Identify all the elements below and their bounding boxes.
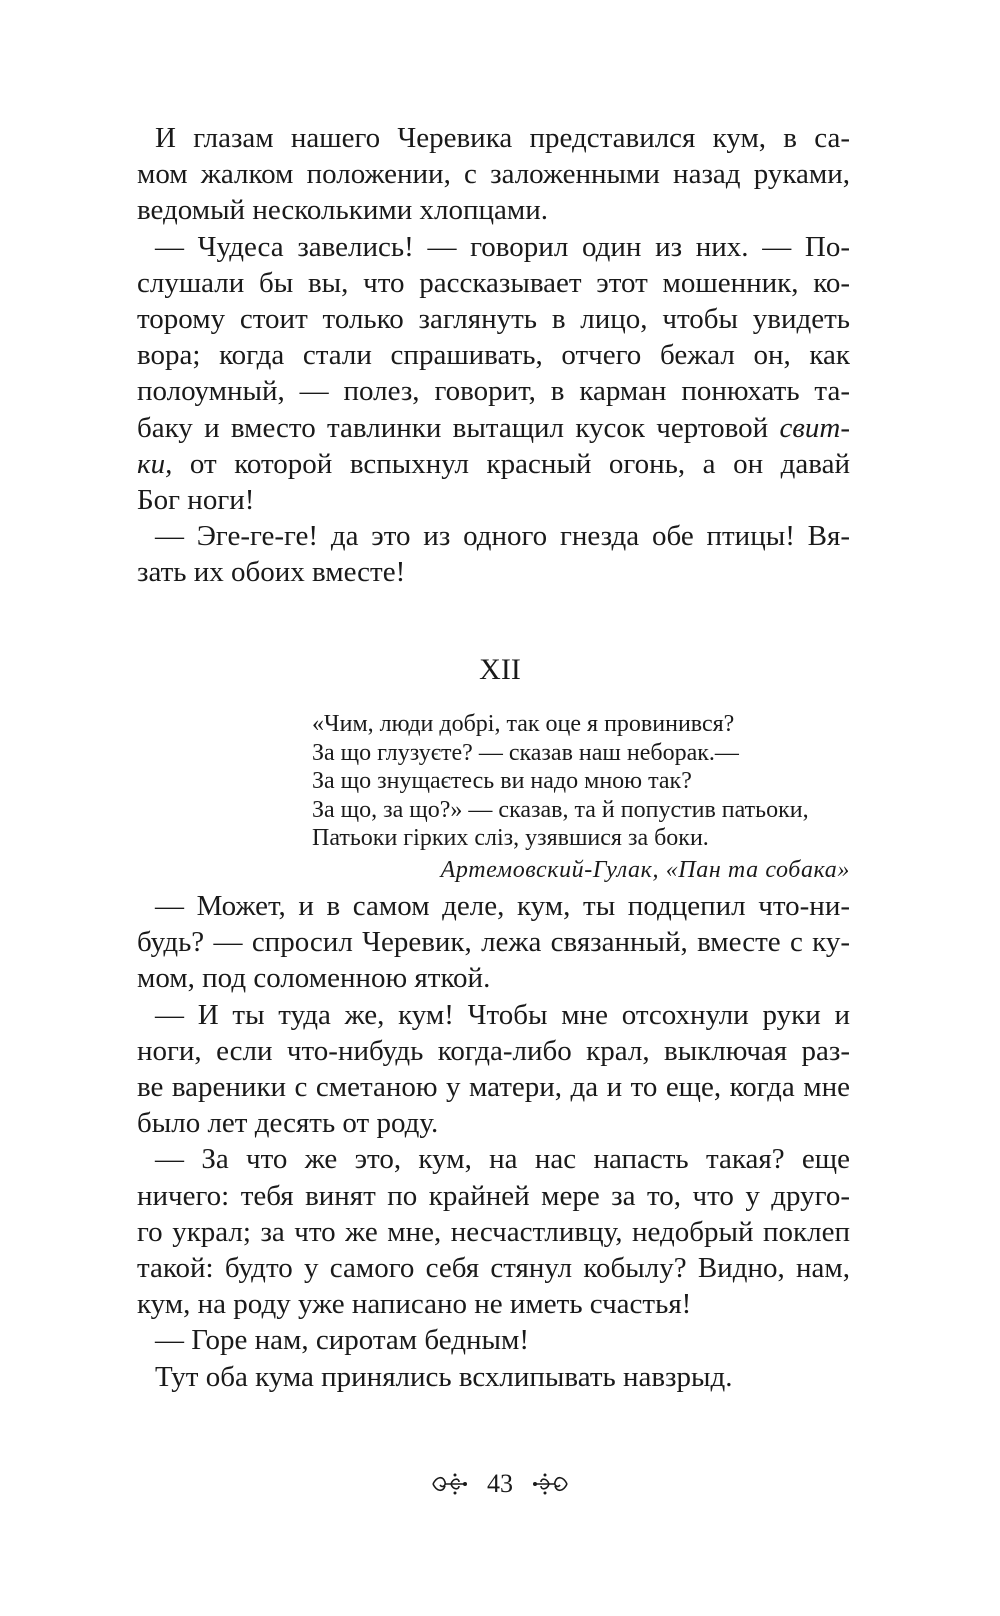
text-line: полоумный, — полез, говорит, в карман понюхать та- [137, 375, 850, 408]
text-line: мом, под соломенною яткой. [137, 962, 491, 995]
text-line: Бог ноги! [137, 484, 255, 517]
text-line [137, 410, 850, 446]
epigraph-line: Патьоки гірких сліз, узявшися за боки. [312, 825, 709, 851]
fleuron-right-icon [531, 1470, 571, 1498]
text-line: ве вареники с сметаною у матери, да и то еще, когда мне [137, 1071, 850, 1104]
text-line: — За что же это, кум, на нас напасть такая? еще [155, 1143, 850, 1176]
text-line: — Чудеса завелись! — говорил один из них. — По- [155, 230, 850, 263]
text-line: ведомый несколькими хлопцами. [137, 194, 548, 227]
page-footer [0, 1466, 1000, 1502]
passage-lower [137, 888, 850, 1395]
epigraph-line: За що знущаєтесь ви надо мною так? [312, 768, 692, 794]
text-segment: от которой вспыхнул красный огонь, а он давай [189, 447, 850, 480]
italic-word: свит- [779, 411, 850, 444]
epigraph-line: За що глузуєте? — сказав наш неборак.— [312, 739, 739, 766]
chapter-heading: XII [479, 653, 521, 686]
text-line: — И ты туда же, кум! Чтобы мне отсохнули руки и [155, 998, 850, 1031]
fleuron-left-icon [429, 1470, 469, 1498]
text-segment: баку и вместо тавлинки вытащил кусок чертовой [137, 411, 769, 444]
text-line: будь? — спросил Черевик, лежа связанный, вместе с ку- [137, 926, 850, 959]
epigraph-line: «Чим, люди добрі, так оце я провинився? [312, 711, 735, 737]
text-line [137, 446, 850, 482]
text-line: было лет десять от роду. [137, 1107, 439, 1140]
text-line: — Горе нам, сиротам бедным! [155, 1324, 529, 1357]
text-line: такой: будто у самого себя стянул кобылу? Видно, нам, [137, 1252, 850, 1285]
text-line: слушали бы вы, что рассказывает этот мошенник, ко- [137, 266, 850, 299]
text-line: вора; когда стали спрашивать, отчего бежал он, как [137, 339, 850, 372]
text-line: торому стоит только заглянуть в лицо, чтобы увидеть [137, 303, 850, 336]
text-line: ничего: тебя винят по крайней мере за то, что у друго- [137, 1179, 850, 1212]
epigraph-attribution: Артемовский-Гулак, «Пан та собака» [440, 856, 850, 883]
passage-upper [137, 120, 850, 591]
epigraph-line: За що, за що?» — сказав, та й попустив патьоки, [312, 796, 809, 823]
italic-word: ки, [137, 447, 173, 480]
text-line: ноги, если что-нибудь когда-либо крал, выключая раз- [137, 1034, 850, 1067]
text-line: Тут оба кума принялись всхлипывать навзрыд. [155, 1360, 733, 1393]
text-line: — Может, и в самом деле, кум, ты подцепил что-ни- [155, 890, 850, 922]
text-line: кум, на роду уже написано не иметь счастья! [137, 1288, 692, 1321]
text-line: И глазам нашего Черевика представился кум, в са- [155, 122, 850, 154]
text-line: — Эге-ге-ге! да это из одного гнезда обе птицы! Вя- [155, 520, 850, 553]
epigraph [312, 710, 850, 884]
page-number: 43 [487, 1469, 513, 1498]
text-line: зать их обоих вместе! [137, 556, 406, 589]
text-line: мом жалком положении, с заложенными назад руками, [137, 158, 850, 191]
text-line: го украл; за что же мне, несчастливцу, недобрый поклеп [137, 1215, 850, 1248]
